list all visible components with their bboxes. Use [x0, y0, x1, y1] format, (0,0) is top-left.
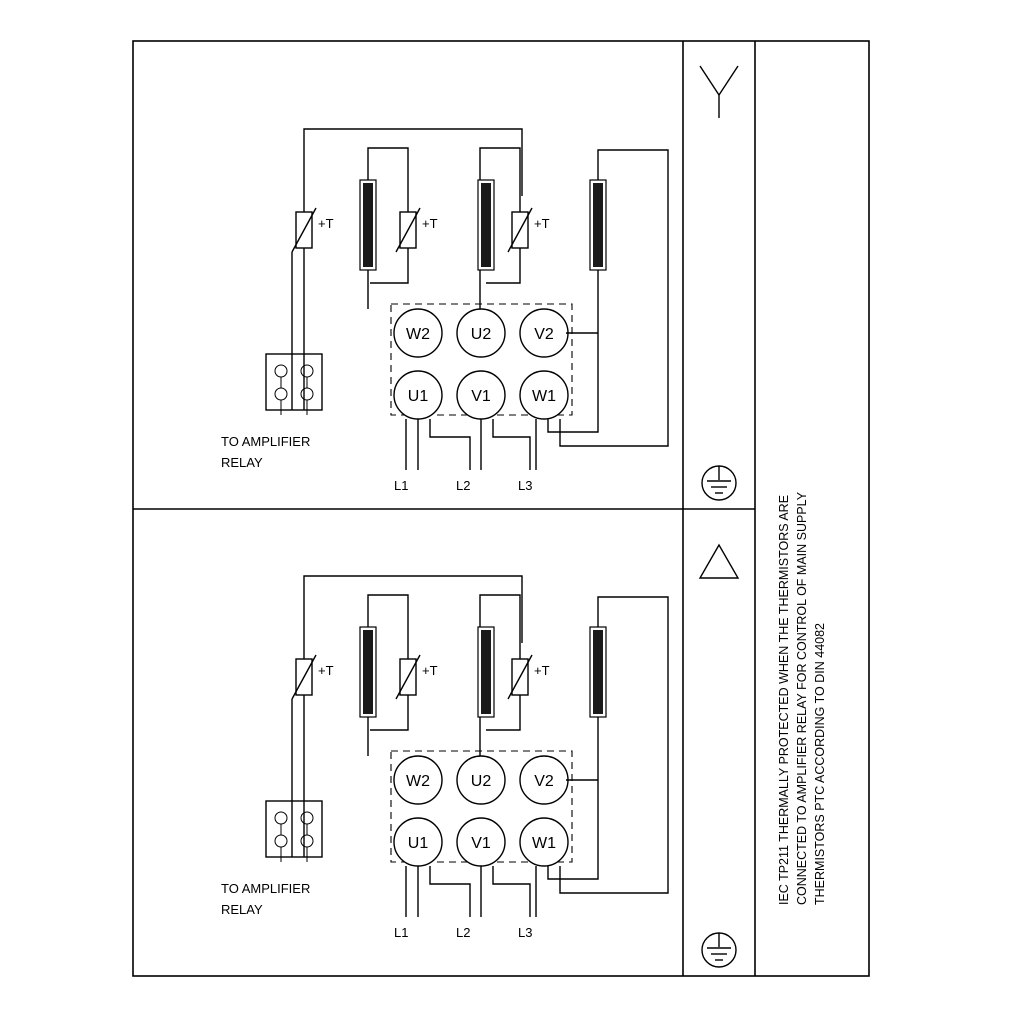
delta-connection-symbol	[700, 545, 738, 578]
terminal-v2-delta: V2	[534, 773, 554, 790]
panel-star	[221, 66, 738, 500]
side-note-line-2: CONNECTED TO AMPLIFIER RELAY FOR CONTROL OF MAIN SUPPLY	[795, 491, 809, 905]
thermistor-1-star	[292, 196, 334, 264]
terminal-w1-star: W1	[532, 388, 556, 405]
thermistor-3-star	[508, 196, 550, 264]
thermistor-1-label-delta: +T	[318, 663, 334, 678]
amplifier-terminal-block-delta	[266, 801, 322, 862]
amplifier-label-line2-delta: RELAY	[221, 902, 263, 917]
side-note-line-1: IEC TP211 THERMALLY PROTECTED WHEN THE THERMISTORS ARE	[777, 494, 791, 905]
terminal-v1-delta: V1	[471, 835, 491, 852]
side-note-line-3: THERMISTORS PTC ACCORDING TO DIN 44082	[813, 622, 827, 905]
terminal-u2-star: U2	[470, 326, 492, 343]
terminals-top-delta	[394, 756, 568, 804]
motor-coils-star	[360, 180, 606, 270]
supply-l3-star: L3	[518, 478, 533, 493]
thermistor-1-label-star: +T	[318, 216, 334, 231]
earth-ground-symbol-star	[702, 466, 736, 500]
motor-coils-delta	[360, 627, 606, 717]
amplifier-label-line1-delta: TO AMPLIFIER	[221, 881, 311, 896]
terminals-top-star	[394, 309, 568, 357]
amplifier-label-line2-star: RELAY	[221, 455, 263, 470]
terminals-bottom-delta	[394, 818, 568, 866]
supply-l1-delta: L1	[394, 925, 409, 940]
terminal-w1-delta: W1	[532, 835, 556, 852]
supply-labels-star	[394, 478, 532, 493]
earth-ground-symbol-delta	[702, 933, 736, 967]
side-note	[777, 491, 827, 905]
supply-labels-delta	[394, 925, 532, 940]
panel-delta	[221, 545, 738, 967]
terminal-u1-delta: U1	[407, 835, 429, 852]
thermistor-2-label-star: +T	[422, 216, 438, 231]
terminal-u2-delta: U2	[470, 773, 492, 790]
terminal-w2-delta: W2	[406, 773, 430, 790]
supply-l1-star: L1	[394, 478, 409, 493]
star-connection-symbol	[700, 66, 738, 118]
terminal-v2-star: V2	[534, 326, 554, 343]
thermistor-1-delta	[292, 643, 334, 711]
thermistor-2-delta	[396, 643, 438, 711]
supply-l2-star: L2	[456, 478, 471, 493]
thermistor-2-star	[396, 196, 438, 264]
supply-l2-delta: L2	[456, 925, 471, 940]
thermistor-2-label-delta: +T	[422, 663, 438, 678]
amplifier-label-line1-star: TO AMPLIFIER	[221, 434, 311, 449]
thermistor-3-label-delta: +T	[534, 663, 550, 678]
thermistor-3-delta	[508, 643, 550, 711]
terminals-bottom-star	[394, 371, 568, 419]
amplifier-terminal-block-star	[266, 354, 322, 415]
thermistor-3-label-star: +T	[534, 216, 550, 231]
terminal-v1-star: V1	[471, 388, 491, 405]
supply-l3-delta: L3	[518, 925, 533, 940]
terminal-u1-star: U1	[407, 388, 429, 405]
terminal-w2-star: W2	[406, 326, 430, 343]
